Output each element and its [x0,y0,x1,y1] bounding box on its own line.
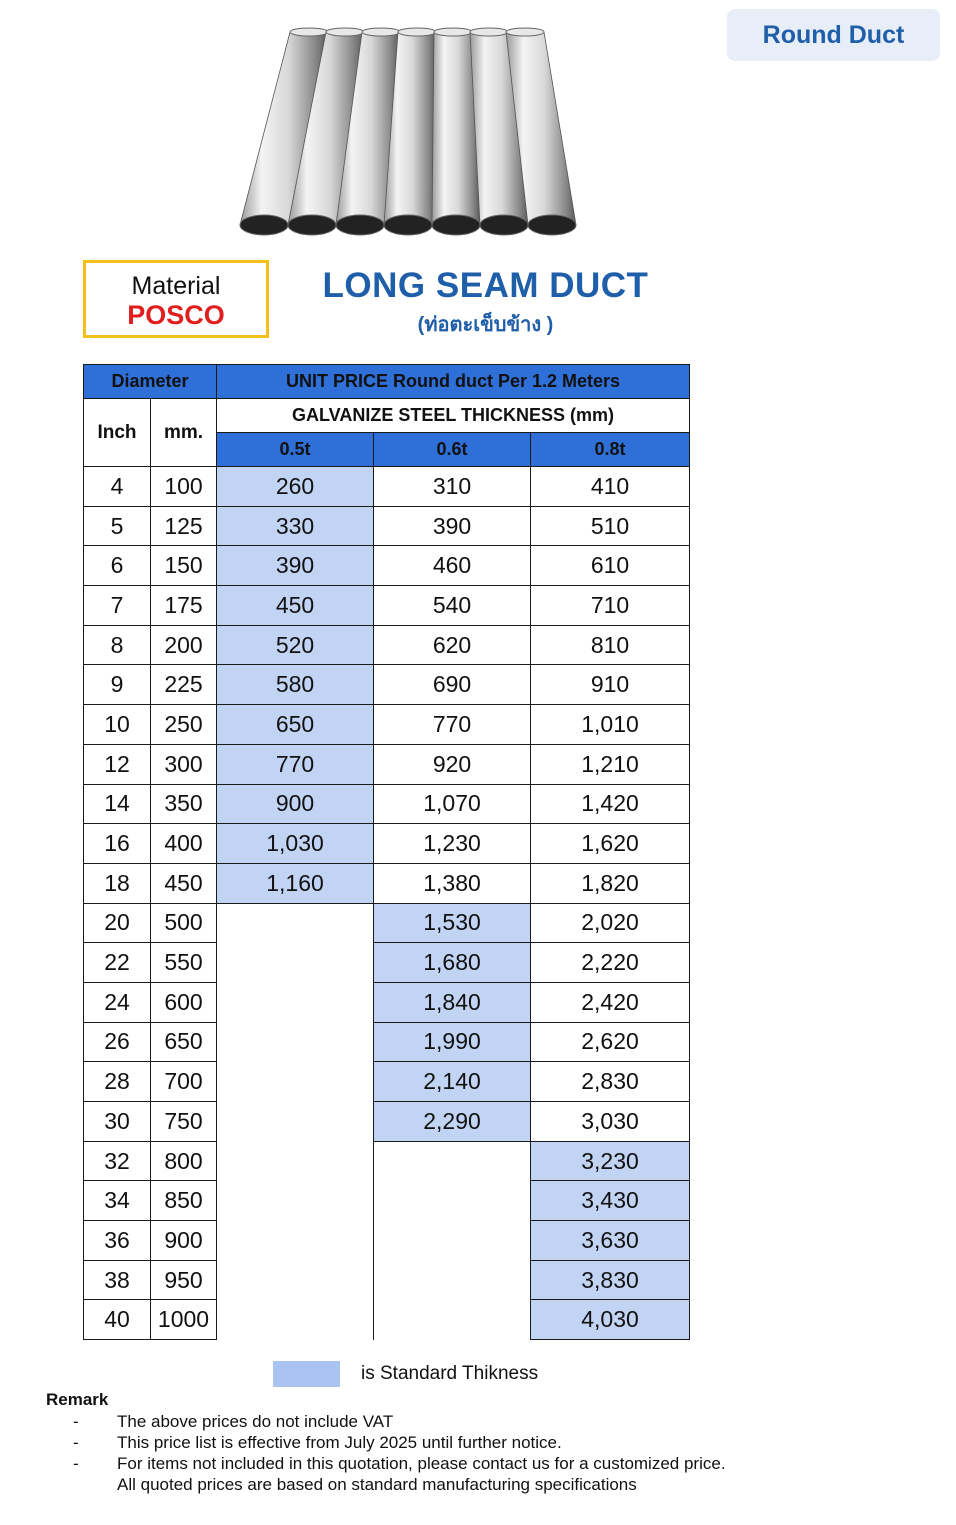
mm-cell: 150 [151,546,217,586]
inch-header: Inch [84,399,151,467]
price-cell: 330 [217,506,374,546]
remark-item [73,1453,726,1474]
mm-cell: 225 [151,665,217,705]
price-cell: 310 [374,467,531,507]
mm-cell: 650 [151,1022,217,1062]
price-cell [374,1181,531,1221]
pipe-top-end [434,28,472,36]
mm-cell: 250 [151,705,217,745]
price-cell: 3,030 [531,1102,690,1142]
mm-cell: 400 [151,824,217,864]
price-cell [374,1141,531,1181]
table-row [84,744,690,784]
price-cell: 770 [374,705,531,745]
table-row [84,943,690,983]
mm-cell: 300 [151,744,217,784]
inch-cell: 38 [84,1260,151,1300]
price-cell: 3,630 [531,1221,690,1261]
price-cell: 1,680 [374,943,531,983]
table-row [84,1102,690,1142]
inch-cell: 12 [84,744,151,784]
mm-cell: 350 [151,784,217,824]
standard-legend-text: is Standard Thikness [361,1363,539,1384]
price-cell: 520 [217,625,374,665]
pipe-top-end [506,28,544,36]
table-row [84,1062,690,1102]
pipe-top-end [326,28,364,36]
table-row [84,467,690,507]
table-row [84,824,690,864]
remark-item [73,1474,726,1495]
price-table [83,364,690,1340]
mm-cell: 850 [151,1181,217,1221]
inch-cell: 10 [84,705,151,745]
inch-cell: 18 [84,863,151,903]
material-box [83,260,269,338]
price-cell [217,1260,374,1300]
page-title: LONG SEAM DUCT [322,266,649,305]
material-label: Material [131,272,221,300]
inch-cell: 34 [84,1181,151,1221]
price-cell: 580 [217,665,374,705]
inch-cell: 5 [84,506,151,546]
remark-text: For items not included in this quotation, please contact us for a customized price. [117,1454,726,1473]
price-cell: 3,830 [531,1260,690,1300]
table-row [84,506,690,546]
price-cell [217,1022,374,1062]
remark-text: This price list is effective from July 2025 until further notice. [117,1433,562,1452]
inch-cell: 16 [84,824,151,864]
price-cell: 2,140 [374,1062,531,1102]
price-cell: 2,020 [531,903,690,943]
price-cell: 1,030 [217,824,374,864]
table-row [84,665,690,705]
table-row [84,1141,690,1181]
price-cell: 1,230 [374,824,531,864]
diameter-header: Diameter [84,365,217,399]
price-cell: 920 [374,744,531,784]
pipe-bottom-end [336,215,384,235]
mm-cell: 1000 [151,1300,217,1340]
thickness-0-5t: 0.5t [217,433,374,467]
price-cell: 390 [217,546,374,586]
price-cell [217,1141,374,1181]
remark-bullet: - [73,1454,79,1473]
table-row [84,705,690,745]
price-cell: 1,380 [374,863,531,903]
inch-cell: 24 [84,982,151,1022]
pipe-top-end [290,28,328,36]
price-cell: 710 [531,586,690,626]
price-cell [217,1181,374,1221]
pipe-top-end [470,28,508,36]
price-cell: 3,430 [531,1181,690,1221]
inch-cell: 4 [84,467,151,507]
price-cell: 1,160 [217,863,374,903]
mm-cell: 550 [151,943,217,983]
price-cell: 900 [217,784,374,824]
pipe-bottom-end [240,215,288,235]
price-cell: 610 [531,546,690,586]
inch-cell: 36 [84,1221,151,1261]
pipe-top-end [362,28,400,36]
price-cell: 460 [374,546,531,586]
price-cell: 390 [374,506,531,546]
price-cell [217,1062,374,1102]
price-cell: 1,420 [531,784,690,824]
thickness-header: GALVANIZE STEEL THICKNESS (mm) [217,399,690,433]
mm-cell: 500 [151,903,217,943]
price-cell: 1,840 [374,982,531,1022]
table-row [84,1300,690,1340]
table-row [84,863,690,903]
price-cell: 2,290 [374,1102,531,1142]
price-cell [374,1260,531,1300]
inch-cell: 14 [84,784,151,824]
price-cell: 2,420 [531,982,690,1022]
remark-item [73,1411,726,1432]
remark-bullet: - [73,1433,79,1452]
price-cell [374,1221,531,1261]
price-cell: 1,530 [374,903,531,943]
table-row [84,586,690,626]
table-row [84,903,690,943]
price-cell: 1,070 [374,784,531,824]
price-cell: 2,830 [531,1062,690,1102]
price-cell: 810 [531,625,690,665]
price-cell: 1,990 [374,1022,531,1062]
price-cell: 2,220 [531,943,690,983]
inch-cell: 6 [84,546,151,586]
price-cell: 450 [217,586,374,626]
mm-cell: 750 [151,1102,217,1142]
price-cell: 650 [217,705,374,745]
price-cell [217,943,374,983]
mm-cell: 800 [151,1141,217,1181]
mm-header: mm. [151,399,217,467]
inch-cell: 32 [84,1141,151,1181]
remark-item [73,1432,726,1453]
inch-cell: 30 [84,1102,151,1142]
pipe-bottom-end [288,215,336,235]
remark-list [73,1411,726,1495]
mm-cell: 700 [151,1062,217,1102]
thickness-0-6t: 0.6t [374,433,531,467]
duct-pipes-image [230,20,580,250]
price-cell: 910 [531,665,690,705]
price-cell: 1,620 [531,824,690,864]
price-cell [217,982,374,1022]
price-cell [217,1300,374,1340]
unit-price-header: UNIT PRICE Round duct Per 1.2 Meters [217,365,690,399]
mm-cell: 900 [151,1221,217,1261]
mm-cell: 200 [151,625,217,665]
price-cell [217,1221,374,1261]
inch-cell: 22 [84,943,151,983]
price-cell [374,1300,531,1340]
price-cell: 260 [217,467,374,507]
inch-cell: 28 [84,1062,151,1102]
remark-bullet: - [73,1412,79,1431]
pipe-bottom-end [528,215,576,235]
price-cell: 510 [531,506,690,546]
pipe-top-end [398,28,436,36]
price-cell: 3,230 [531,1141,690,1181]
mm-cell: 950 [151,1260,217,1300]
inch-cell: 20 [84,903,151,943]
price-cell: 690 [374,665,531,705]
price-cell: 1,820 [531,863,690,903]
table-row [84,784,690,824]
table-row [84,1221,690,1261]
table-row [84,1260,690,1300]
table-row [84,1022,690,1062]
standard-legend-swatch [273,1361,340,1387]
price-cell: 1,010 [531,705,690,745]
remark-text: All quoted prices are based on standard manufacturing specifications [117,1475,637,1494]
thickness-0-8t: 0.8t [531,433,690,467]
mm-cell: 125 [151,506,217,546]
inch-cell: 8 [84,625,151,665]
inch-cell: 9 [84,665,151,705]
price-cell: 620 [374,625,531,665]
pipe-bottom-end [480,215,528,235]
price-cell: 540 [374,586,531,626]
table-row [84,546,690,586]
table-row [84,1181,690,1221]
table-row [84,982,690,1022]
price-cell: 770 [217,744,374,784]
price-cell [217,903,374,943]
price-table-body [84,467,690,1340]
mm-cell: 450 [151,863,217,903]
table-row [84,625,690,665]
pipe-bottom-end [384,215,432,235]
mm-cell: 100 [151,467,217,507]
mm-cell: 600 [151,982,217,1022]
remark-text: The above prices do not include VAT [117,1412,394,1431]
pipe-bottom-end [432,215,480,235]
price-cell: 1,210 [531,744,690,784]
remark-title: Remark [46,1390,109,1409]
inch-cell: 26 [84,1022,151,1062]
mm-cell: 175 [151,586,217,626]
price-cell [217,1102,374,1142]
page-subtitle: (ท่อตะเข็บข้าง ) [417,314,554,336]
category-badge: Round Duct [727,9,940,61]
price-cell: 4,030 [531,1300,690,1340]
material-value: POSCO [127,300,225,330]
price-cell: 410 [531,467,690,507]
inch-cell: 7 [84,586,151,626]
inch-cell: 40 [84,1300,151,1340]
price-cell: 2,620 [531,1022,690,1062]
